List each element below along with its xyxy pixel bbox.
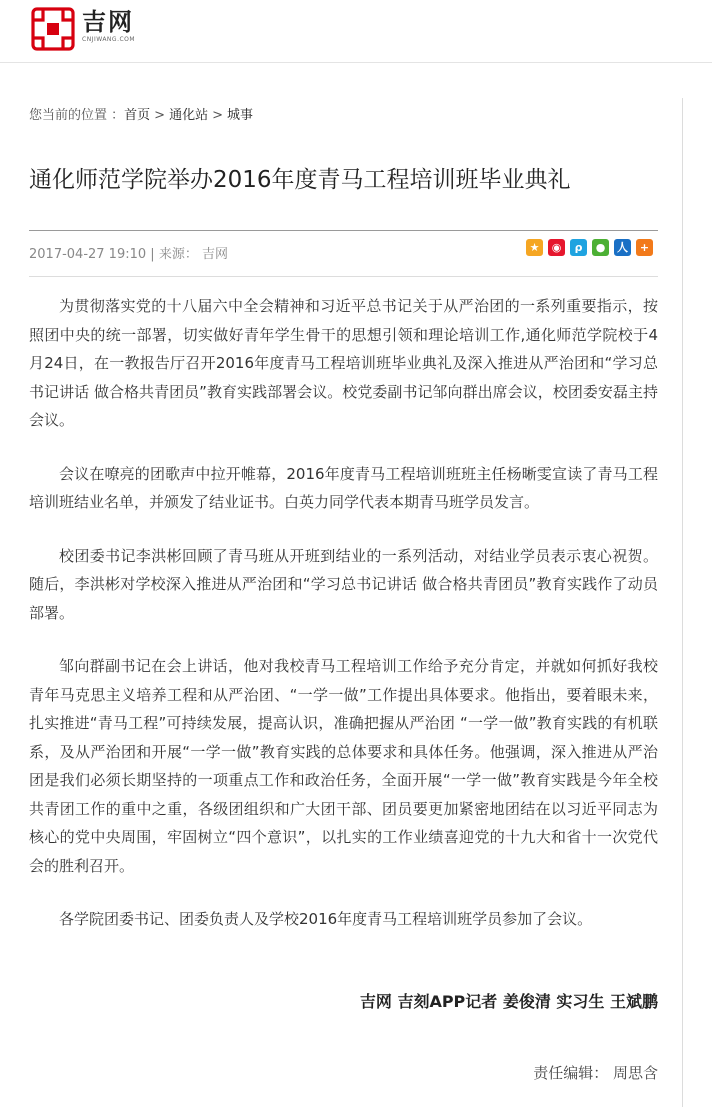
article-paragraph: 会议在嘹亮的团歌声中拉开帷幕，2016年度青马工程培训班班主任杨晰雯宣读了青马工程培训班结业名单，并颁发了结业证书。白英力同学代表本期青马班学员发言。 <box>29 464 658 511</box>
source-label: 来源： <box>158 247 198 262</box>
article-paragraph: 邹向群副书记在会上讲话，他对我校青马工程培训工作给予充分肯定，并就如何抓好我校青年马克思主义培养工程和从严治团、“一学一做”工作提出具体要求。他指出，要着眼未来，扎实推进“青马工程”可持续发展，提高认识，准确把握从严治团 “一学一做”教育实践的有机联系，及从严治团和开展“一学一做”教育实践的总体要求和具体任务。他强调，深入推进从严治团是我们必须长期坚持的一项重点工作和政治任务，全面开展“一学一做”教育实践是今年全校共青团工作的重中之重，各级团组织和广大团干部、团员要更加紧密地团结在以习近平同志为核心的党中央周围，牢固树立“四个意识”，以扎实的工作业绩喜迎党的十九大和省十一次党代会的胜利召开。 <box>29 657 658 875</box>
site-domain: CNJIWANG.COM <box>82 36 136 43</box>
breadcrumb <box>29 106 253 126</box>
wechat-icon[interactable]: ● <box>592 239 609 256</box>
jiwang-logo-icon <box>30 6 76 52</box>
site-logo[interactable] <box>30 6 135 52</box>
tencent-weibo-icon[interactable]: ρ <box>570 239 587 256</box>
article-body <box>29 292 658 959</box>
responsible-editor <box>533 1061 658 1085</box>
header-divider <box>0 62 712 63</box>
site-name: 吉网 <box>82 8 134 36</box>
more-share-icon[interactable]: + <box>636 239 653 256</box>
editor-label: 责任编辑： <box>533 1064 609 1082</box>
article-source: 吉网 <box>201 247 228 262</box>
breadcrumb-separator: > <box>212 108 223 123</box>
site-header <box>0 0 712 62</box>
breadcrumb-city-news-link[interactable]: 城事 <box>226 108 253 123</box>
renren-icon[interactable]: 人 <box>614 239 631 256</box>
article-meta: 2017-04-27 19:10 | 来源： 吉网 <box>29 247 228 262</box>
weibo-icon[interactable]: ◉ <box>548 239 565 256</box>
breadcrumb-home-link[interactable]: 首页 <box>124 108 151 123</box>
breadcrumb-separator: > <box>154 108 166 123</box>
publish-date: 2017-04-27 19:10 <box>29 247 147 262</box>
sidebar-divider <box>682 98 683 1107</box>
article-paragraph: 为贯彻落实党的十八届六中全会精神和习近平总书记关于从严治团的一系列重要指示，按照团中央的统一部署，切实做好青年学生骨干的思想引领和理论培训工作,通化师范学院校于4月24日，在一教报告厅召开2016年度青马工程培训班毕业典礼及深入推进从严治团和“学习总书记讲话 做合格共青团员”教育实践部署会议。校党委副书记邹向群出席会议，校团委安磊主持会议。 <box>29 297 658 429</box>
qzone-icon[interactable]: ★ <box>526 239 543 256</box>
breadcrumb-tonghua-link[interactable]: 通化站 <box>169 108 209 123</box>
article-author: 吉网 吉刻APP记者 姜俊清 实习生 王斌鹏 <box>359 992 658 1011</box>
article-title: 通化师范学院举办2016年度青马工程培训班毕业典礼 <box>29 167 571 193</box>
meta-divider <box>29 276 658 277</box>
title-divider <box>29 230 658 231</box>
article-paragraph: 校团委书记李洪彬回顾了青马班从开班到结业的一系列活动，对结业学员表示衷心祝贺。随后，李洪彬对学校深入推进从严治团和“学习总书记讲话 做合格共青团员”教育实践作了动员部署。 <box>29 546 658 622</box>
share-bar <box>526 239 653 256</box>
article-paragraph: 各学院团委书记、团委负责人及学校2016年度青马工程培训班学员参加了会议。 <box>59 910 593 928</box>
breadcrumb-prefix: 您当前的位置 ： <box>29 108 125 123</box>
editor-name: 周思含 <box>612 1064 658 1082</box>
